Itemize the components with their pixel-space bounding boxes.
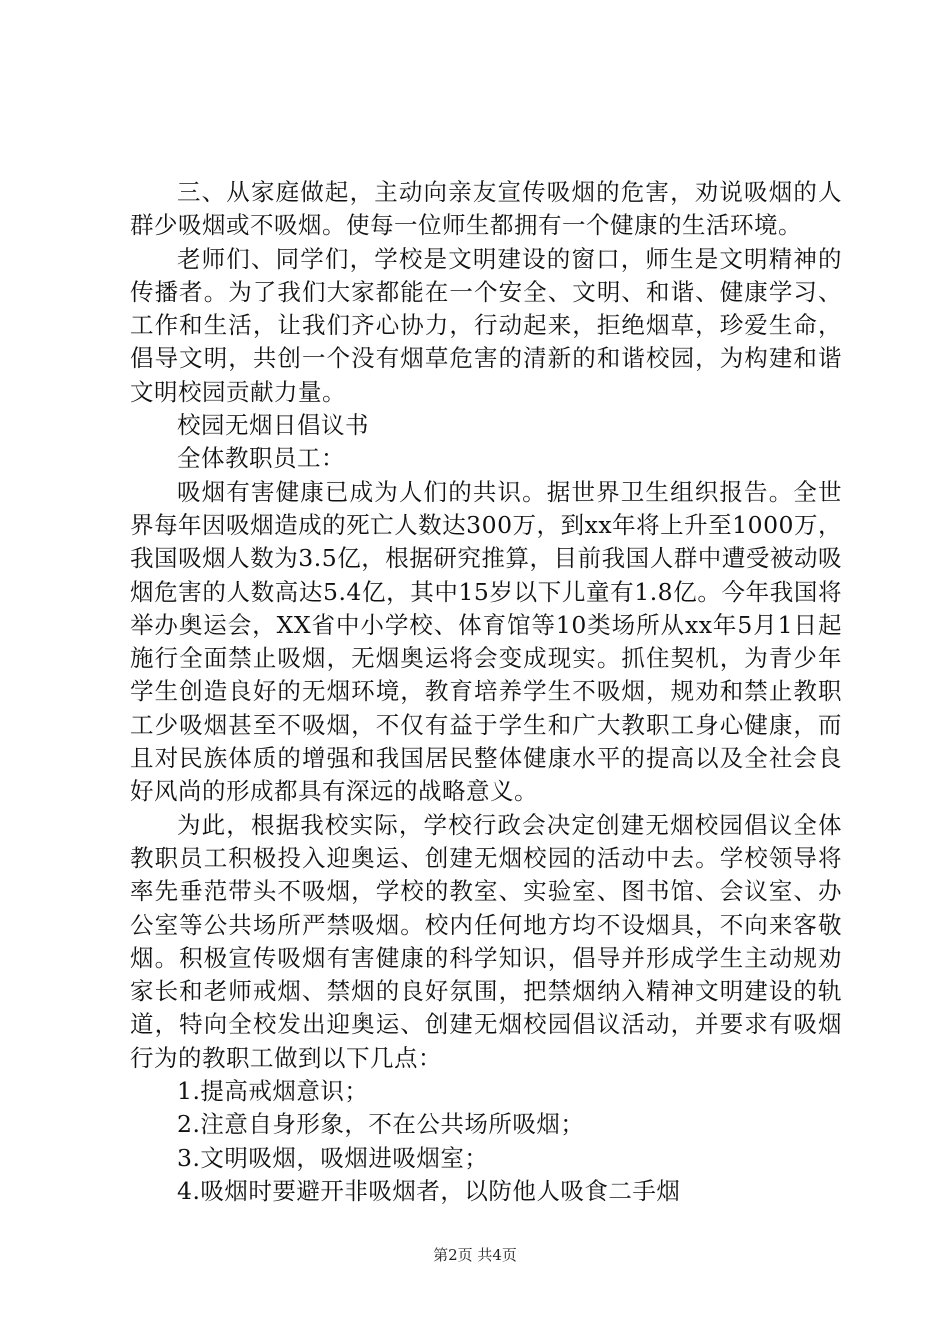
paragraph-background: 吸烟有害健康已成为人们的共识。据世界卫生组织报告。全世界每年因吸烟造成的死亡人数达300万，到xx年将上升至1000万，我国吸烟人数为3.5亿，根据研究推算，目前我国人群中遭受被动吸烟危害的人数高达5.4亿，其中15岁以下儿童有1.8亿。今年我国将举办奥运会，XX省中小学校、体育馆等10类场所从xx年5月1日起施行全面禁止吸烟，无烟奥运将会变成现实。抓住契机，为青少年学生创造良好的无烟环境，教育培养学生不吸烟，规劝和禁止教职工少吸烟甚至不吸烟，不仅有益于学生和广大教职工身心健康，而且对民族体质的增强和我国居民整体健康水平的提高以及全社会良好风尚的形成都具有深远的战略意义。: [130, 477, 842, 806]
paragraph-decision: 为此，根据我校实际，学校行政会决定创建无烟校园倡议全体教职员工积极投入迎奥运、创建无烟校园的活动中去。学校领导将率先垂范带头不吸烟，学校的教室、实验室、图书馆、会议室、办公室等公共场所严禁吸烟。校内任何地方均不设烟具，不向来客敬烟。积极宣传吸烟有害健康的科学知识，倡导并形成学生主动规劝家长和老师戒烟、禁烟的良好氛围，把禁烟纳入精神文明建设的轨道，特向全校发出迎奥运、创建无烟校园倡议活动，并要求有吸烟行为的教职工做到以下几点：: [130, 810, 842, 1072]
paragraph-family-action: 三、从家庭做起，主动向亲友宣传吸烟的危害，劝说吸烟的人群少吸烟或不吸烟。使每一位师生都拥有一个健康的生活环境。: [130, 178, 842, 240]
paragraph-appeal: 老师们、同学们，学校是文明建设的窗口，师生是文明精神的传播者。为了我们大家都能在一个安全、文明、和谐、健康学习、工作和生活，让我们齐心协力，行动起来，拒绝烟草，珍爱生命，倡导文明，共创一个没有烟草危害的清新的和谐校园，为构建和谐文明校园贡献力量。: [130, 244, 842, 406]
section-title: 校园无烟日倡议书: [177, 411, 369, 440]
list-item: 2.注意自身形象，不在公共场所吸烟；: [177, 1110, 585, 1139]
list-item: 1.提高戒烟意识；: [177, 1077, 369, 1106]
page-number-footer: 第2页 共4页: [433, 1246, 517, 1264]
list-item: 3.文明吸烟，吸烟进吸烟室；: [177, 1143, 489, 1172]
document-body: [130, 176, 842, 1208]
list-item: 4.吸烟时要避开非吸烟者，以防他人吸食二手烟: [177, 1176, 681, 1205]
salutation: 全体教职员工：: [177, 444, 345, 473]
